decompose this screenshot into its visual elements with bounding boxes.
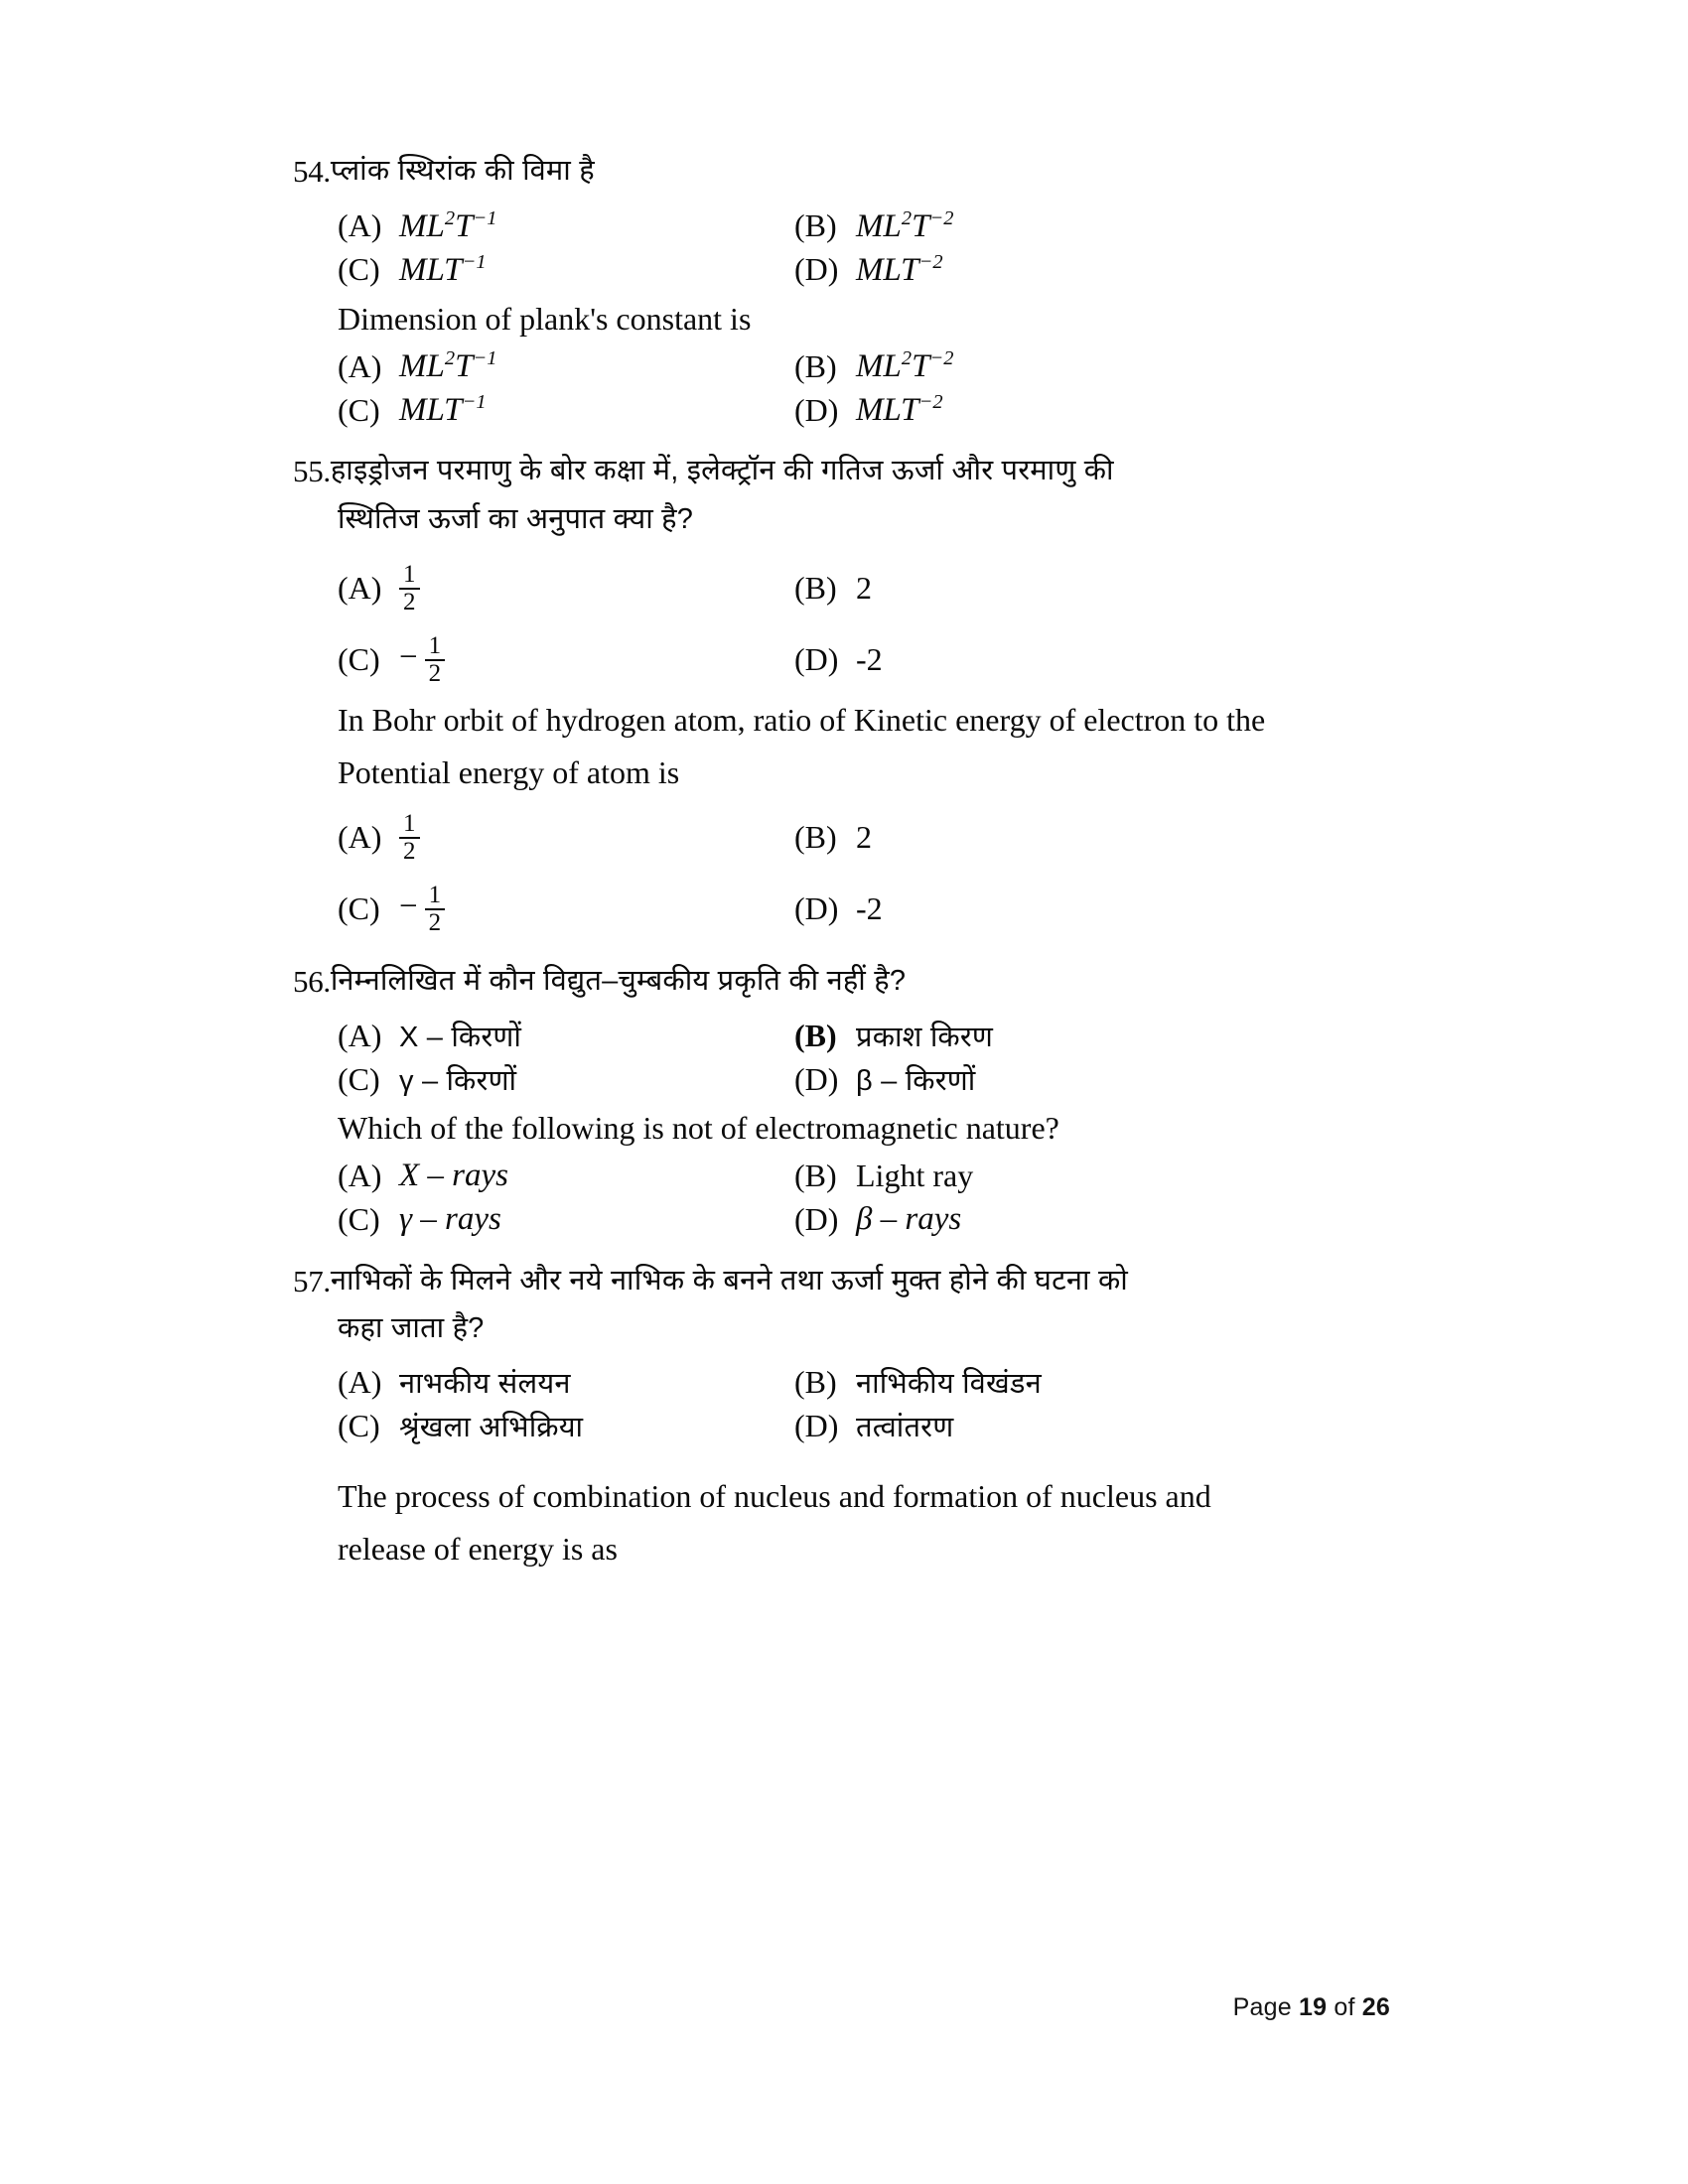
option-key: (B) xyxy=(794,347,837,384)
question-56-hindi-stem xyxy=(293,959,1390,1006)
question-55-hindi-text-line1: हाइड्रोजन परमाणु के बोर कक्षा में, इलेक्ट्रॉन की गतिज ऊर्जा और परमाणु की xyxy=(330,455,1114,487)
option-key: (C) xyxy=(338,641,380,678)
option-value: γ – किरणों xyxy=(399,1065,517,1098)
fraction-one-half: $\frac{1}{2}$ xyxy=(399,562,420,615)
option-key: (A) xyxy=(338,570,382,607)
option-value: -2 xyxy=(856,890,883,927)
option-key: (C) xyxy=(338,1407,380,1443)
option-key: (B) xyxy=(794,207,837,243)
option-value: प्रकाश किरण xyxy=(856,1022,994,1054)
option-key: (A) xyxy=(338,207,382,243)
option-c[interactable] xyxy=(338,1201,794,1238)
question-54 xyxy=(293,149,1390,435)
option-b[interactable] xyxy=(794,819,1251,856)
option-key: (A) xyxy=(338,347,382,384)
option-key: (B) xyxy=(794,570,837,607)
option-key: (B) xyxy=(794,1018,837,1054)
option-a[interactable] xyxy=(338,207,794,245)
question-55-hindi-options-row-1 xyxy=(338,553,1390,624)
option-key: (C) xyxy=(338,391,380,428)
question-54-english-options-row-1 xyxy=(338,347,1390,391)
option-value: $MLT^{-1}$ xyxy=(399,391,487,429)
footer-page-number: 19 xyxy=(1299,1993,1328,2021)
option-a[interactable] xyxy=(338,811,794,865)
page-footer xyxy=(1233,1993,1390,2022)
option-value: γ – rays xyxy=(399,1200,501,1237)
option-a[interactable] xyxy=(338,1158,794,1194)
option-b[interactable] xyxy=(794,1017,1251,1055)
option-key: (D) xyxy=(794,890,839,927)
footer-page-prefix: Page xyxy=(1232,1993,1292,2021)
option-value: $MLT^{-2}$ xyxy=(856,250,943,288)
question-57-english-stem-line1: The process of combination of nucleus and formation of nucleus and xyxy=(338,1477,1211,1514)
question-55-hindi-text-line2: स्थितिज ऊर्जा का अनुपात क्या है? xyxy=(338,502,694,535)
fraction-one-half: $\frac{1}{2}$ xyxy=(425,883,446,936)
option-c[interactable] xyxy=(338,883,794,936)
question-56-hindi-options-row-1 xyxy=(338,1017,1390,1060)
question-56-english-stem: Which of the following is not of electromagnetic nature? xyxy=(338,1110,1059,1147)
option-b[interactable] xyxy=(794,570,1251,607)
option-d[interactable] xyxy=(794,1201,1251,1238)
question-55-english-stem-line1: In Bohr orbit of hydrogen atom, ratio of Kinetic energy of electron to the xyxy=(338,701,1266,738)
option-value: 2 xyxy=(856,819,872,856)
question-55 xyxy=(293,449,1390,945)
option-key: (A) xyxy=(338,1363,382,1400)
option-key: (D) xyxy=(794,1061,839,1098)
question-57-hindi-stem xyxy=(293,1259,1390,1305)
question-54-hindi-stem xyxy=(293,149,1390,196)
option-value: $ML^2T^{-1}$ xyxy=(399,347,497,385)
option-value: तत्वांतरण xyxy=(856,1411,954,1443)
option-key: (C) xyxy=(338,1061,380,1098)
option-value: β – किरणों xyxy=(856,1065,976,1098)
option-d[interactable] xyxy=(794,641,1251,678)
question-57-hindi-options-row-1 xyxy=(338,1363,1390,1407)
footer-page-middle: of xyxy=(1334,1993,1355,2021)
option-a[interactable] xyxy=(338,562,794,615)
question-57-hindi-text-line1: नाभिकों के मिलने और नये नाभिक के बनने तथा ऊर्जा मुक्त होने की घटना को xyxy=(330,1264,1128,1297)
question-55-english-stem-line2: Potential energy of atom is xyxy=(338,754,680,791)
option-key: (D) xyxy=(794,251,839,287)
option-value xyxy=(399,811,420,865)
question-55-english-options-row-2 xyxy=(338,874,1390,945)
option-value: $ML^2T^{-1}$ xyxy=(399,206,497,244)
option-value: नाभिकीय विखंडन xyxy=(856,1367,1042,1400)
option-a[interactable] xyxy=(338,1017,794,1055)
option-key: (C) xyxy=(338,890,380,927)
option-d[interactable] xyxy=(794,890,1251,927)
question-56-english-options-row-2 xyxy=(338,1201,1390,1245)
question-56-number: 56. xyxy=(293,963,331,999)
question-57-hindi-text-line2: कहा जाता है? xyxy=(338,1312,485,1345)
question-56-english-options-row-1 xyxy=(338,1158,1390,1201)
fraction-one-half: $\frac{1}{2}$ xyxy=(399,811,420,865)
question-54-english-stem: Dimension of plank's constant is xyxy=(338,300,752,337)
option-key: (C) xyxy=(338,1200,380,1237)
minus-sign: − xyxy=(399,888,418,925)
option-a[interactable] xyxy=(338,1363,794,1402)
option-d[interactable] xyxy=(794,391,1251,429)
option-value: 2 xyxy=(856,570,872,607)
option-key: (D) xyxy=(794,641,839,678)
question-54-hindi-options-row-2 xyxy=(338,251,1390,295)
question-56 xyxy=(293,959,1390,1245)
option-value: X – किरणों xyxy=(399,1022,522,1054)
question-55-number: 55. xyxy=(293,454,331,489)
option-value xyxy=(399,633,445,687)
option-value: $ML^2T^{-2}$ xyxy=(856,206,954,244)
option-key: (D) xyxy=(794,1200,839,1237)
option-c[interactable] xyxy=(338,633,794,687)
option-value: -2 xyxy=(856,641,883,678)
question-55-hindi-stem xyxy=(293,449,1390,495)
question-54-hindi-text: प्लांक स्थिरांक की विमा है xyxy=(330,155,595,187)
question-57-number: 57. xyxy=(293,1263,331,1298)
option-key: (B) xyxy=(794,819,837,856)
fraction-one-half: $\frac{1}{2}$ xyxy=(425,633,446,687)
option-value: $MLT^{-1}$ xyxy=(399,250,487,288)
question-54-hindi-options-row-1 xyxy=(338,207,1390,251)
question-55-english-options-row-1 xyxy=(338,802,1390,874)
option-key: (D) xyxy=(794,391,839,428)
minus-sign: − xyxy=(399,639,418,676)
option-value: β – rays xyxy=(856,1200,962,1237)
question-57-hindi-options-row-2 xyxy=(338,1407,1390,1450)
option-key: (C) xyxy=(338,251,380,287)
question-57-english-stem-line2: release of energy is as xyxy=(338,1531,618,1568)
question-57 xyxy=(293,1259,1390,1574)
option-key: (D) xyxy=(794,1407,839,1443)
option-key: (A) xyxy=(338,1157,382,1193)
option-value: Light ray xyxy=(856,1157,974,1193)
option-d[interactable] xyxy=(794,1060,1251,1099)
option-value xyxy=(399,562,420,615)
option-value: नाभकीय संलयन xyxy=(399,1367,571,1400)
option-b[interactable] xyxy=(794,207,1251,245)
option-c[interactable] xyxy=(338,1407,794,1445)
option-key: (A) xyxy=(338,819,382,856)
option-key: (B) xyxy=(794,1363,837,1400)
option-key: (B) xyxy=(794,1157,837,1193)
option-b[interactable] xyxy=(794,1158,1251,1194)
option-a[interactable] xyxy=(338,347,794,385)
option-key: (A) xyxy=(338,1018,382,1054)
question-54-number: 54. xyxy=(293,154,331,189)
option-b[interactable] xyxy=(794,1363,1251,1402)
option-b[interactable] xyxy=(794,347,1251,385)
option-value: श्रृंखला अभिक्रिया xyxy=(399,1411,584,1443)
option-c[interactable] xyxy=(338,1060,794,1099)
option-value: X – rays xyxy=(399,1157,508,1193)
question-56-hindi-options-row-2 xyxy=(338,1060,1390,1104)
option-c[interactable] xyxy=(338,391,794,429)
option-d[interactable] xyxy=(794,1407,1251,1445)
option-c[interactable] xyxy=(338,251,794,289)
question-55-hindi-options-row-2 xyxy=(338,624,1390,696)
question-54-english-options-row-2 xyxy=(338,391,1390,435)
option-value: $MLT^{-2}$ xyxy=(856,391,943,429)
footer-page-total: 26 xyxy=(1361,1993,1390,2021)
option-value xyxy=(399,883,445,936)
option-d[interactable] xyxy=(794,251,1251,289)
option-value: $ML^2T^{-2}$ xyxy=(856,347,954,385)
question-56-hindi-text: निम्नलिखित में कौन विद्युत–चुम्बकीय प्रकृति की नहीं है? xyxy=(330,964,907,997)
